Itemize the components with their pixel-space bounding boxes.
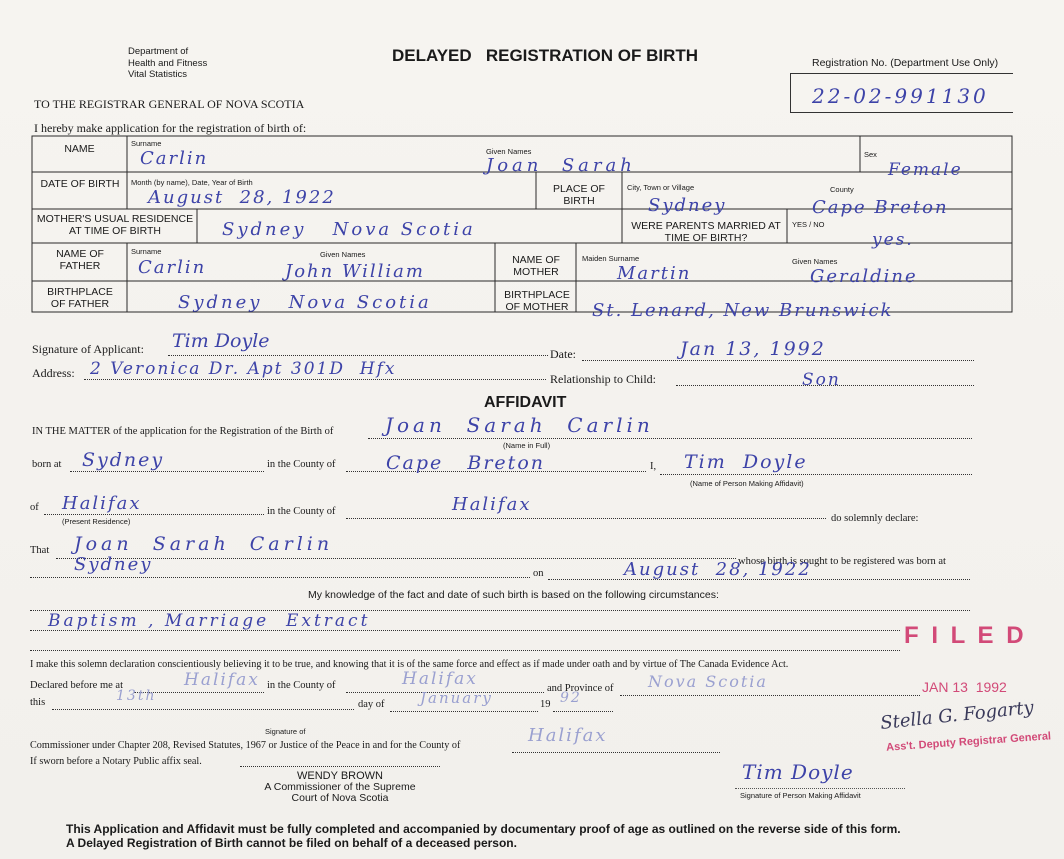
affidavit-born-at: Sydney bbox=[74, 554, 153, 575]
declared-county: Halifax bbox=[402, 669, 478, 689]
date-label: Date: bbox=[550, 347, 576, 361]
solemn-declaration: I make this solemn declaration conscientiously believing it to be true, and knowing that it is of the same force and effect as if made under oath and by virtue of The Canada Evidence Act. bbox=[30, 659, 789, 670]
declared-province: Nova Scotia bbox=[648, 672, 768, 691]
in-county-label: in the County of bbox=[267, 459, 336, 470]
child-given-names: Joan Sarah bbox=[486, 155, 636, 176]
address-label: Address: bbox=[32, 366, 75, 380]
applicant-signature: Tim Doyle bbox=[172, 330, 270, 352]
commissioner-title-2: Court of Nova Scotia bbox=[291, 792, 389, 804]
county-sublabel: County bbox=[830, 185, 854, 194]
parents-married: yes. bbox=[872, 230, 914, 250]
birth-city: Sydney bbox=[648, 195, 727, 216]
mother-maiden-surname: Martin bbox=[617, 263, 692, 284]
in-county-label-2: in the County of bbox=[267, 506, 336, 517]
birth-county: Cape Breton bbox=[812, 197, 949, 218]
registration-number: 22-02-991130 bbox=[812, 84, 989, 108]
place-of-birth-label: PLACE OF BIRTH bbox=[553, 183, 605, 207]
filed-stamp: F I L E D bbox=[904, 622, 1027, 649]
department-line-2: Health and Fitness bbox=[128, 57, 208, 69]
department-line-1: Department of bbox=[128, 46, 189, 57]
declared-before-label: Declared before me at bbox=[30, 680, 123, 691]
year-prefix: 19 bbox=[540, 699, 551, 710]
father-given-names: John William bbox=[285, 261, 425, 282]
mother-residence-label: MOTHER'S USUAL RESIDENCE AT TIME OF BIRTH bbox=[36, 213, 194, 237]
date-of-birth-label: DATE OF BIRTH bbox=[40, 178, 120, 190]
surname-sublabel: Surname bbox=[131, 139, 162, 148]
father-name-label: NAME OF FATHER bbox=[56, 248, 104, 272]
dob-sublabel: Month (by name), Date, Year of Birth bbox=[131, 178, 253, 187]
in-county-label-3: in the County of bbox=[267, 680, 336, 691]
affidavit-heading: AFFIDAVIT bbox=[484, 394, 567, 411]
given-names-sublabel: Given Names bbox=[486, 147, 532, 156]
of-label: of bbox=[30, 502, 39, 513]
mother-birthplace: St. Lenard, New Brunswick bbox=[592, 300, 894, 321]
applicant-signature-label: Signature of Applicant: bbox=[32, 342, 144, 356]
declared-day: 13th bbox=[116, 688, 157, 704]
affidavit-birth-date: August 28, 1922 bbox=[624, 559, 812, 580]
affiant-residence: Halifax bbox=[62, 493, 142, 514]
commissioner-title-1: A Commissioner of the Supreme bbox=[264, 781, 416, 793]
commissioner-county: Halifax bbox=[528, 725, 608, 746]
notary-seal-line: If sworn before a Notary Public affix seal. bbox=[30, 756, 202, 767]
declared-month: January bbox=[420, 689, 493, 707]
year-suffix: 92 bbox=[560, 690, 582, 706]
commissioner-stamp bbox=[240, 766, 440, 804]
present-residence-sublabel: (Present Residence) bbox=[62, 517, 131, 526]
solemnly-declare: do solemnly declare: bbox=[831, 513, 919, 524]
department-line-3: Vital Statistics bbox=[128, 69, 187, 80]
that-child-name: Joan Sarah Carlin bbox=[74, 533, 334, 555]
maiden-surname-sublabel: Maiden Surname bbox=[582, 254, 640, 263]
filed-date: JAN 13 1992 bbox=[922, 679, 1007, 695]
registrar-signature: Stella G. Fogarty bbox=[879, 697, 1035, 734]
father-birthplace-label: BIRTHPLACE OF FATHER bbox=[47, 286, 113, 310]
born-at-label: born at bbox=[32, 459, 62, 470]
father-surname: Carlin bbox=[138, 257, 207, 278]
name-in-full-sublabel: (Name in Full) bbox=[503, 441, 551, 450]
on-label: on bbox=[533, 568, 544, 579]
footer-line-1: This Application and Affidavit must be fully completed and accompanied by documentary proof of age as outlined on the reverse side of this form. bbox=[66, 822, 901, 836]
name-label: NAME bbox=[64, 143, 95, 155]
father-given-sublabel: Given Names bbox=[320, 250, 366, 259]
affidavit-born-place: Sydney bbox=[82, 449, 165, 471]
signature-of-sublabel: Signature of bbox=[265, 727, 306, 736]
to-registrar-line: TO THE REGISTRAR GENERAL OF NOVA SCOTIA bbox=[34, 97, 305, 111]
mother-name-label: NAME OF MOTHER bbox=[512, 254, 560, 278]
whose-birth-label: whose birth is sought to be registered was born at bbox=[738, 556, 946, 567]
mother-given-names: Geraldine bbox=[810, 266, 918, 287]
circumstances: Baptism , Marriage Extract bbox=[48, 611, 371, 631]
mother-birthplace-label: BIRTHPLACE OF MOTHER bbox=[504, 289, 570, 313]
sex-sublabel: Sex bbox=[864, 150, 877, 159]
registration-number-label: Registration No. (Department Use Only) bbox=[812, 57, 999, 69]
commissioner-name: WENDY BROWN bbox=[297, 770, 383, 782]
city-sublabel: City, Town or Village bbox=[627, 183, 695, 192]
child-sex: Female bbox=[888, 160, 963, 180]
i-label: I, bbox=[650, 461, 657, 472]
affidavit-county: Cape Breton bbox=[386, 452, 545, 474]
child-surname: Carlin bbox=[140, 148, 209, 169]
this-label: this bbox=[30, 697, 46, 708]
father-surname-sublabel: Surname bbox=[131, 247, 162, 256]
affiant-name-sublabel: (Name of Person Making Affidavit) bbox=[690, 479, 804, 488]
application-line: I hereby make application for the registration of birth of: bbox=[34, 121, 307, 135]
affiant-county: Halifax bbox=[452, 494, 532, 515]
mother-given-sublabel: Given Names bbox=[792, 257, 838, 266]
province-label: and Province of bbox=[547, 683, 614, 694]
date-of-birth: August 28, 1922 bbox=[148, 187, 336, 208]
matter-line: IN THE MATTER of the application for the Registration of the Birth of bbox=[32, 426, 334, 437]
footer-line-2: A Delayed Registration of Birth cannot be filed on behalf of a deceased person. bbox=[66, 836, 517, 850]
affidavit-child-name: Joan Sarah Carlin bbox=[385, 413, 654, 437]
declared-place: Halifax bbox=[184, 670, 260, 690]
relationship-label: Relationship to Child: bbox=[550, 372, 657, 386]
affiant-signature-sublabel: Signature of Person Making Affidavit bbox=[740, 791, 861, 800]
mother-residence: Sydney Nova Scotia bbox=[222, 219, 476, 240]
applicant-address: 2 Veronica Dr. Apt 301D Hfx bbox=[90, 359, 397, 379]
registrar-title: Ass't. Deputy Registrar General bbox=[885, 730, 1052, 754]
that-label: That bbox=[30, 545, 50, 556]
commissioner-line: Commissioner under Chapter 208, Revised Statutes, 1967 or Justice of the Peace in and for the County of bbox=[30, 740, 461, 751]
parents-married-label: WERE PARENTS MARRIED AT TIME OF BIRTH? bbox=[631, 220, 781, 244]
form-title: DELAYED REGISTRATION OF BIRTH bbox=[392, 46, 699, 65]
application-date: Jan 13, 1992 bbox=[680, 338, 826, 360]
father-birthplace: Sydney Nova Scotia bbox=[178, 292, 432, 313]
yes-no-sublabel: YES / NO bbox=[792, 220, 825, 229]
knowledge-line: My knowledge of the fact and date of such birth is based on the following circumstances: bbox=[308, 589, 719, 601]
affiant-signature: Tim Doyle bbox=[742, 760, 854, 784]
relationship-to-child: Son bbox=[802, 370, 841, 390]
affiant-name: Tim Doyle bbox=[684, 451, 808, 473]
day-of-label: day of bbox=[358, 699, 385, 710]
